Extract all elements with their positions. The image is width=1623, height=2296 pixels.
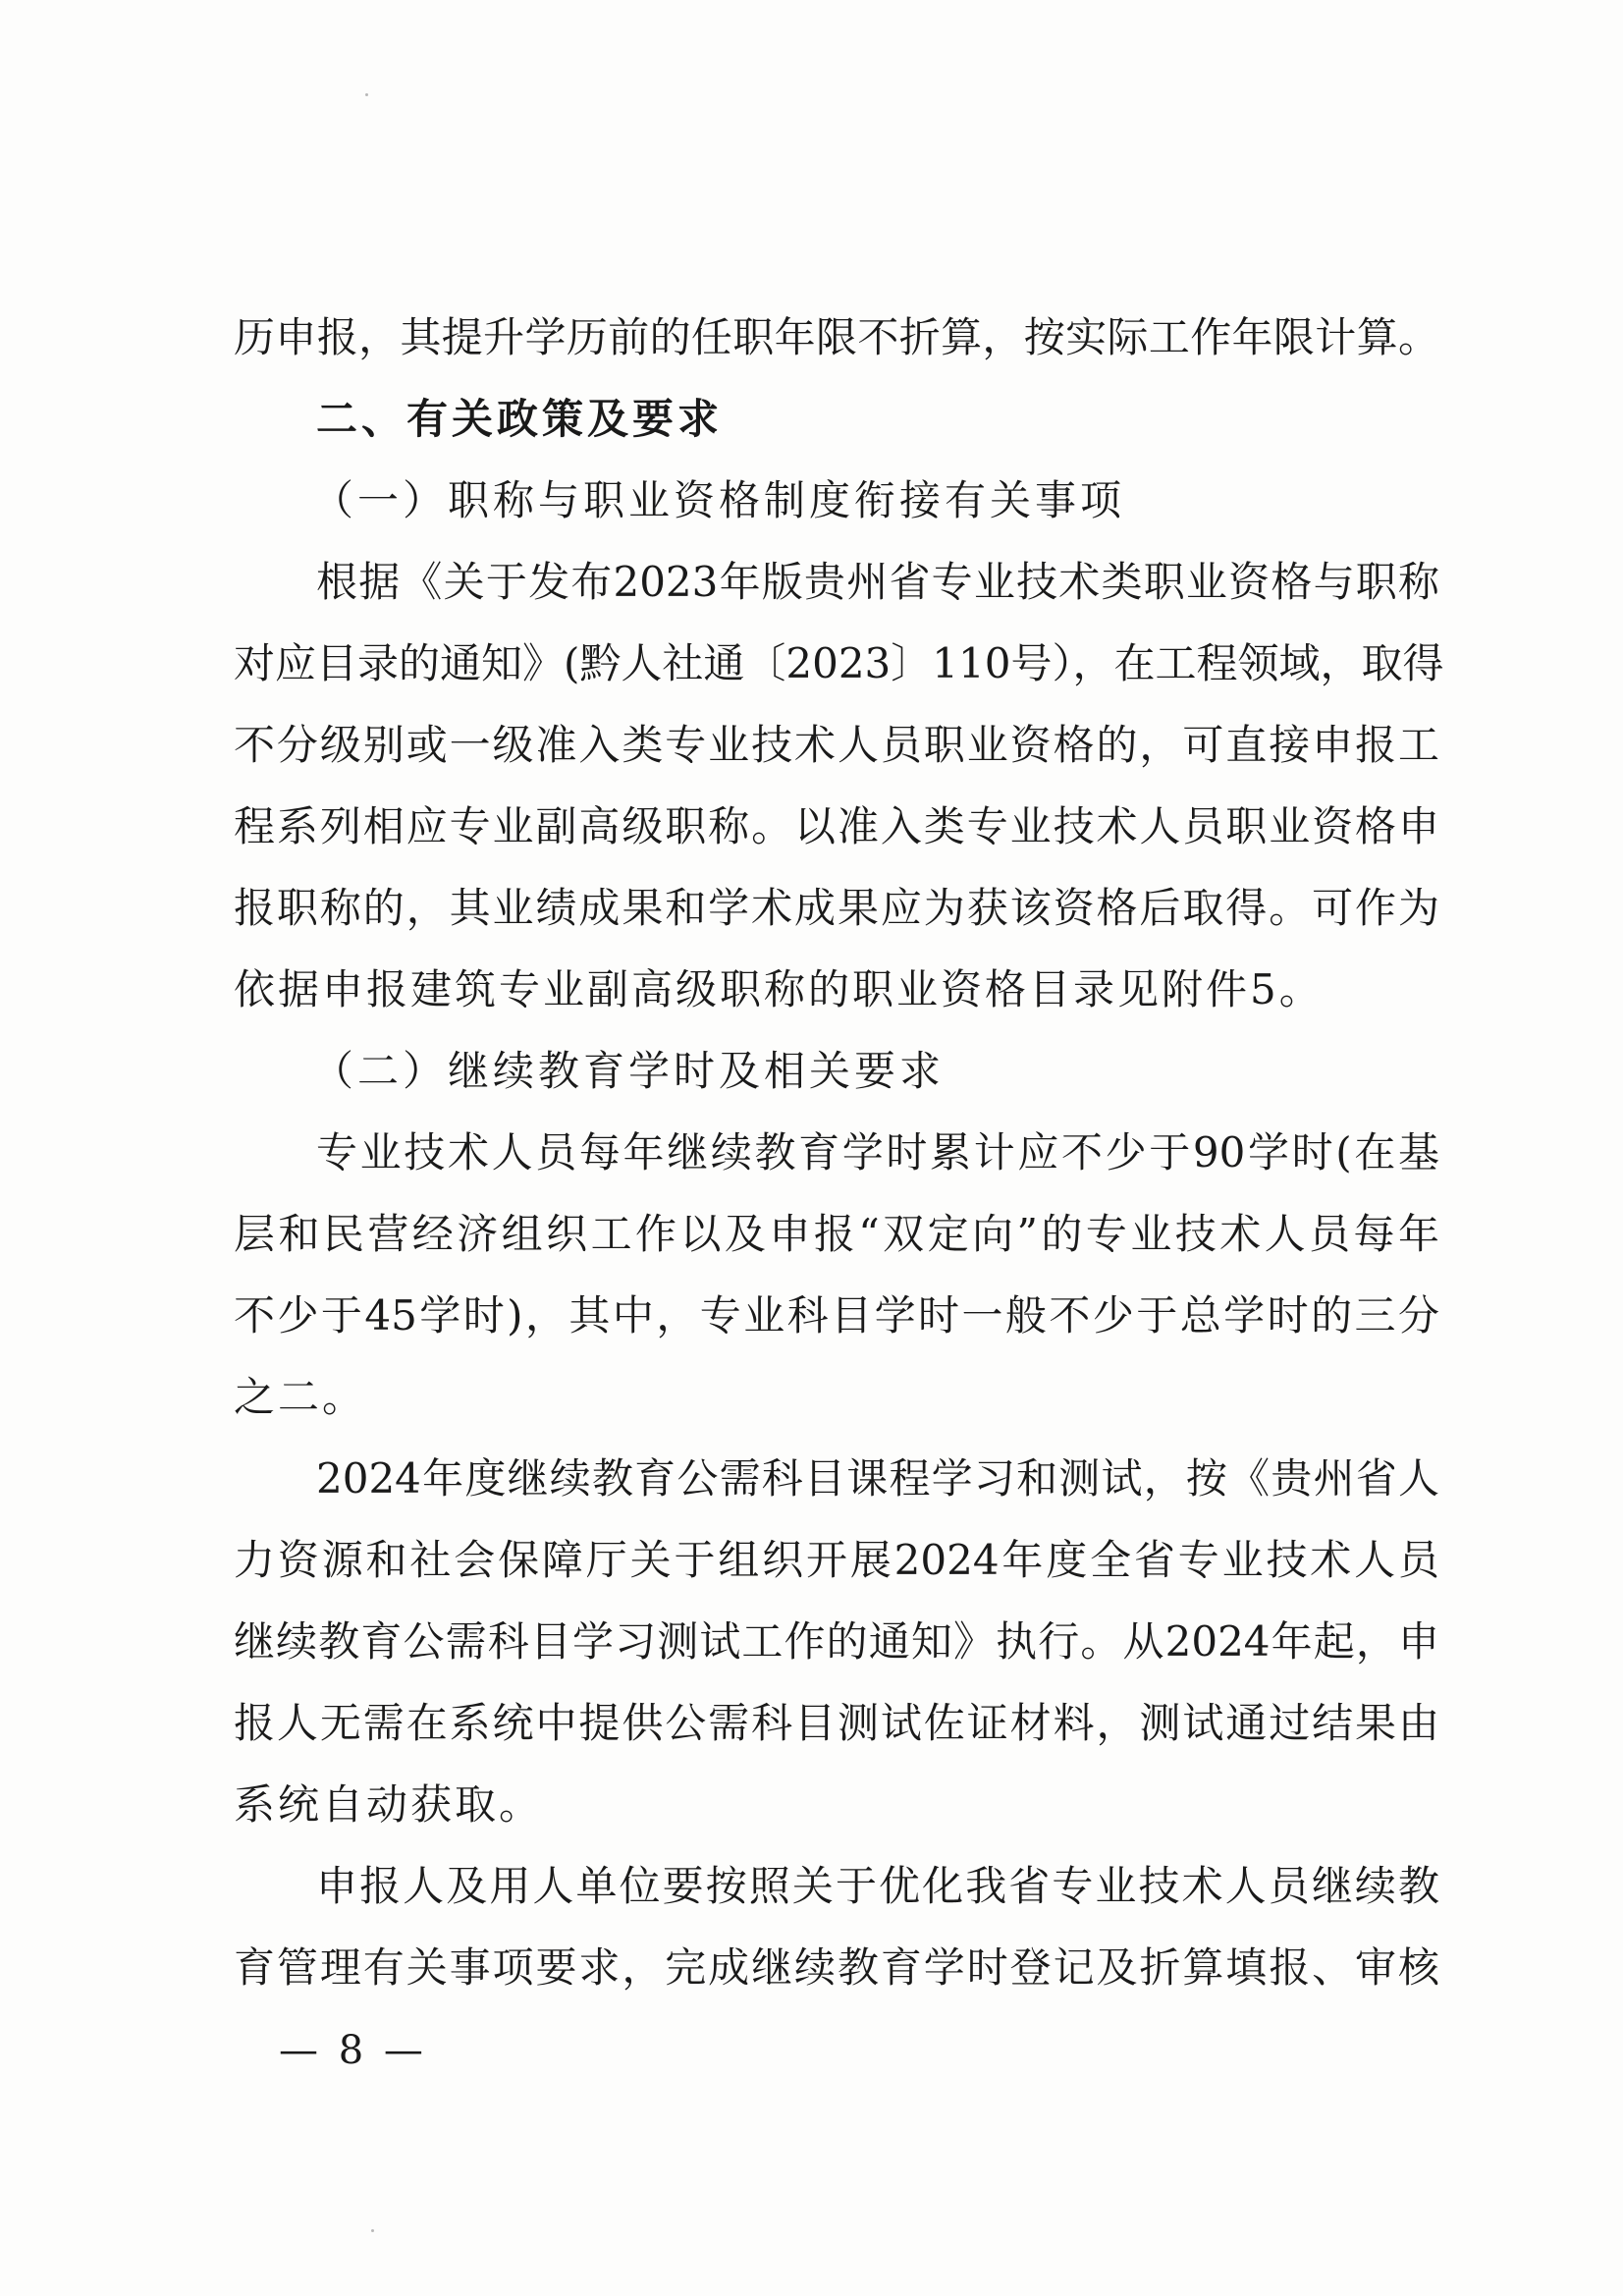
paragraph-line: 报职称的，其业绩成果和学术成果应为获该资格后取得。可作为 <box>234 884 1439 932</box>
paragraph-line: 依据申报建筑专业副高级职称的职业资格目录见附件5。 <box>234 965 1324 1013</box>
paragraph-line: 2024年度继续教育公需科目课程学习和测试，按《贵州省人 <box>316 1454 1439 1503</box>
paragraph-line: 对应目录的通知》(黔人社通〔2023〕110号），在工程领域，取得 <box>234 639 1444 687</box>
paragraph-line: 专业技术人员每年继续教育学时累计应不少于90学时(在基 <box>316 1128 1439 1176</box>
paragraph-line: 程系列相应专业副高级职称。以准入类专业技术人员职业资格申 <box>234 802 1439 850</box>
paragraph-line: 育管理有关事项要求，完成继续教育学时登记及折算填报、审核 <box>234 1943 1439 1992</box>
paragraph-line: 不少于45学时)，其中，专业科目学时一般不少于总学时的三分 <box>234 1291 1439 1339</box>
paragraph-line: 不分级别或一级准入类专业技术人员职业资格的，可直接申报工 <box>234 721 1439 769</box>
subsection-heading: （一）职称与职业资格制度衔接有关事项 <box>312 476 1126 524</box>
paragraph-line: 历申报，其提升学历前的任职年限不折算，按实际工作年限计算。 <box>234 313 1439 361</box>
paragraph-line: 系统自动获取。 <box>234 1780 544 1829</box>
paragraph-line: 申报人及用人单位要按照关于优化我省专业技术人员继续教 <box>316 1862 1439 1910</box>
paragraph-line: 报人无需在系统中提供公需科目测试佐证材料，测试通过结果由 <box>234 1699 1439 1747</box>
paragraph-line: 之二。 <box>234 1373 367 1421</box>
paragraph-line: 继续教育公需科目学习测试工作的通知》执行。从2024年起，申 <box>234 1617 1439 1666</box>
section-heading: 二、有关政策及要求 <box>316 395 724 443</box>
subsection-heading: （二）继续教育学时及相关要求 <box>312 1047 946 1095</box>
scan-speck <box>371 2229 374 2232</box>
scan-speck <box>365 93 368 96</box>
document-body <box>234 297 1444 2008</box>
paragraph-line: 层和民营经济组织工作以及申报“双定向”的专业技术人员每年 <box>234 1210 1439 1258</box>
paragraph-line: 力资源和社会保障厅关于组织开展2024年度全省专业技术人员 <box>234 1536 1439 1584</box>
paragraph-line: 根据《关于发布2023年版贵州省专业技术类职业资格与职称 <box>316 558 1439 606</box>
page-number: — 8 — <box>279 2028 427 2073</box>
